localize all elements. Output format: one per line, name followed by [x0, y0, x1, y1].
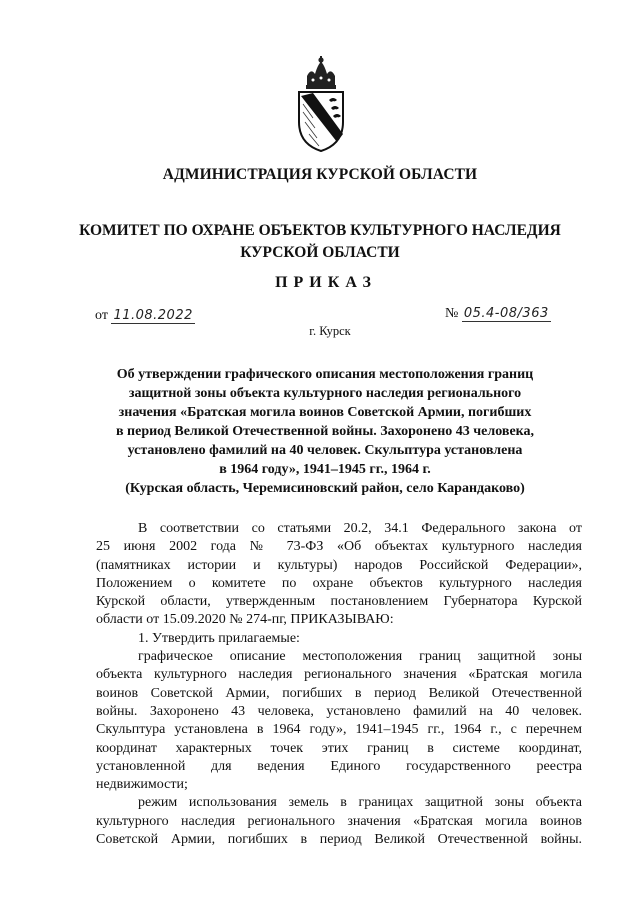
committee-title — [0, 220, 640, 264]
title-line: Об утверждении графического описания местоположения границ — [116, 367, 534, 382]
body-line: 25 июня 2002 года № 73-ФЗ «Об объектах культурного наследия — [96, 539, 582, 555]
title-line: (Курская область, Черемисиновский район, село Карандаково) — [125, 481, 525, 496]
committee-title-line-2: КУРСКОЙ ОБЛАСТИ — [240, 244, 400, 261]
body-line: (памятниках истории и культуры) народов Российской Федерации», — [96, 557, 582, 573]
administration-title: АДМИНИСТРАЦИЯ КУРСКОЙ ОБЛАСТИ — [162, 166, 478, 183]
title-line: установлено фамилий на 40 человек. Скульптура установлена — [127, 443, 523, 458]
body-line: режим использования земель в границах защитной зоны объекта — [138, 795, 582, 811]
coat-of-arms-emblem — [293, 56, 349, 152]
title-line: защитной зоны объекта культурного наследия регионального — [128, 386, 522, 401]
body-line: области от 15.09.2020 № 274-пг, ПРИКАЗЫВАЮ: — [96, 612, 394, 628]
order-body — [96, 520, 582, 849]
order-title — [100, 365, 550, 498]
title-line: в 1964 году», 1941–1945 гг., 1964 г. — [219, 462, 431, 477]
body-line: Положением о комитете по охране объектов культурного наследия — [96, 575, 582, 591]
number-handwritten: 05.4-08/363 — [463, 306, 549, 321]
title-line: значения «Братская могила воинов Советской Армии, погибших — [118, 405, 532, 420]
number-prefix: № — [445, 306, 459, 321]
body-line: недвижимости; — [96, 777, 188, 793]
body-line: графическое описание местоположения границ защитной зоны — [138, 649, 582, 665]
date-prefix: от — [95, 308, 108, 323]
order-date — [95, 308, 195, 324]
body-line: координат характерных точек этих границ в системе координат, — [96, 740, 582, 756]
body-line: войны. Захоронено 43 человека, установлено фамилий на 40 человек. — [96, 703, 582, 719]
date-handwritten: 11.08.2022 — [113, 308, 193, 323]
body-line: В соответствии со статьями 20.2, 34.1 Федерального закона от — [138, 521, 582, 536]
body-line: воинов Советской Армии, погибших в период Великой Отечественной — [96, 685, 582, 701]
body-line: установленной для ведения Единого государственного реестра — [96, 758, 582, 774]
order-heading: ПРИКАЗ — [275, 274, 377, 291]
body-line: объекта культурного наследия регионального значения «Братская могила — [96, 667, 582, 683]
body-line: Скульптура установлена в 1964 году», 1941–1945 гг., 1964 г., с перечнем — [96, 722, 582, 738]
body-line: 1. Утвердить прилагаемые: — [138, 630, 300, 646]
city-label: г. Курск — [309, 324, 351, 338]
body-line: Курской области, утвержденным постановлением Губернатора Курской — [96, 594, 582, 610]
order-number — [445, 306, 551, 322]
body-line: культурного наследия регионального значения «Братская могила воинов — [96, 813, 582, 829]
committee-title-line-1: КОМИТЕТ ПО ОХРАНЕ ОБЪЕКТОВ КУЛЬТУРНОГО НАСЛЕДИЯ — [79, 222, 561, 239]
body-line: Советской Армии, погибших в период Великой Отечественной войны. — [96, 832, 582, 848]
title-line: в период Великой Отечественной войны. Захоронено 43 человека, — [115, 424, 535, 439]
